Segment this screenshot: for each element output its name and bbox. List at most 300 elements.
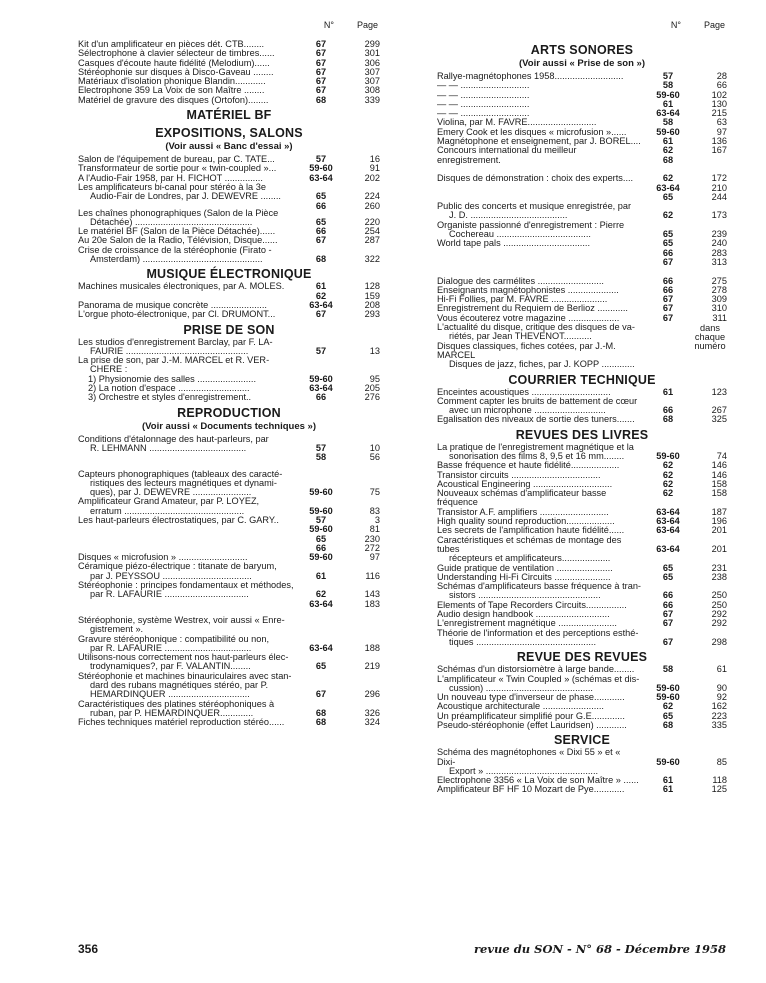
issue-number: 58 — [662, 117, 674, 128]
entry-line: Un nouveau type d'inverseur de phase............ — [437, 692, 625, 703]
section-heading: REPRODUCTION — [177, 405, 281, 420]
entry-line: A l'Audio-Fair 1958, par H. FICHOT ............... — [78, 172, 263, 183]
page-ref: 83 — [369, 505, 380, 516]
entry-line: Acoustique architecturale ........................ — [437, 701, 604, 712]
entry-line: Utilisons-nous correctement nos haut-parleurs élec- — [78, 652, 289, 663]
page-ref: 202 — [364, 172, 380, 183]
entry-line: Schémas d'amplificateurs basse fréquence à tran- — [437, 581, 641, 592]
entry-line: Disques classiques, fiches cotées, par J.-M. MARCEL — [437, 340, 616, 360]
page-ref: 158 — [711, 488, 727, 499]
page-ref: 92 — [716, 692, 727, 703]
entry-line: Comment capter les bruits de battement de cœur — [437, 395, 638, 406]
entry-line: Caractéristiques des platines stéréophoniques à — [78, 698, 275, 709]
index-entry — [437, 748, 727, 776]
section-heading: ARTS SONORES — [530, 43, 634, 57]
page-ref: 275 — [711, 275, 727, 286]
issue-number: 67 — [315, 48, 327, 59]
page-ref: 231 — [711, 562, 727, 573]
index-entry — [78, 672, 380, 700]
entry-line: Stéréophonie sur disques à Disco-Gaveau ........ — [78, 66, 274, 77]
entry-line: dard des rubans magnétiques stéréo, par P. — [90, 680, 269, 691]
index-entry — [78, 282, 380, 301]
issue-number: 67 — [662, 636, 674, 647]
page-ref: 196 — [711, 516, 727, 527]
entry-line: Violina, par M. FAVRE........................... — [437, 117, 597, 128]
issue-number: 57 — [662, 71, 674, 81]
entry-line: Dialogue des carmélites .......................... — [437, 275, 604, 286]
section-heading: REVUES DES LIVRES — [515, 427, 649, 442]
entry-line: ristiques des lecteurs magnétiques et dynami- — [90, 477, 277, 488]
issue-number: 63-64 — [309, 299, 333, 310]
issue-number: 65 — [662, 229, 674, 240]
entry-line: Elements of Tape Recorders Circuits................ — [437, 599, 627, 610]
index-entry — [437, 489, 727, 508]
entry-line: Les amplificateurs bi-canal pour stéréo à la 3e — [78, 181, 266, 192]
issue-number: 61 — [662, 386, 674, 397]
entry-line: Stéréophonie et machines binauriculaires avec stan- — [78, 670, 292, 681]
entry-line: Schémas d'un distorsiomètre à large bande........ — [437, 664, 635, 675]
entry-line: L'amplificateur « Twin Coupled » (schémas et dis- — [437, 673, 640, 684]
entry-line — [78, 535, 294, 544]
page-ref: 201 — [711, 543, 727, 554]
page-ref: 308 — [364, 85, 380, 96]
left-index-list — [78, 40, 380, 728]
issue-number: 67 — [315, 66, 327, 77]
section-subheading: (Voir aussi « Documents techniques ») — [141, 420, 317, 432]
entry-line: Egalisation des niveaux de sortie des tuners....... — [437, 414, 635, 425]
entry-title — [437, 323, 727, 342]
issue-number: 59-60 — [656, 126, 680, 137]
index-entry — [437, 146, 727, 174]
section-heading: MATÉRIEL BF — [186, 108, 272, 123]
page-ref: 90 — [716, 682, 727, 693]
entry-line: Hi-Fi Follies, par M. FAVRE ...................... — [437, 294, 608, 305]
page-ref: 215 — [711, 108, 727, 119]
entry-line: Un préamplificateur simplifié pour G.E............. — [437, 710, 625, 721]
page-ref: 299 — [364, 39, 380, 49]
issue-number: 68 — [662, 720, 674, 730]
entry-line: Enseignants magnétophonistes .................... — [437, 284, 619, 295]
index-entry — [437, 415, 727, 424]
entry-line — [78, 453, 294, 462]
issue-number: 62 68 — [662, 145, 674, 165]
page-ref: 250 — [711, 590, 727, 601]
entry-line — [437, 258, 641, 267]
page-ref: 292 — [711, 609, 727, 620]
index-entry — [437, 629, 727, 648]
issue-number: 66 — [315, 392, 327, 403]
section-heading: REVUE DES REVUES — [516, 650, 648, 665]
index-entry — [78, 310, 380, 319]
index-entry — [437, 239, 727, 276]
page-ref: 306 — [364, 57, 380, 68]
entry-line: Crise de croissance de la stéréophonie (Firato - — [78, 244, 272, 255]
entry-line: Disques « microfusion » ........................... — [78, 552, 248, 563]
index-entry — [437, 221, 727, 240]
entry-line — [437, 184, 641, 193]
page-ref: 10 56 — [369, 442, 380, 463]
page-ref: 293 — [364, 309, 380, 320]
index-entry — [78, 435, 380, 463]
issue-number: 62 63-64 65 — [656, 173, 680, 202]
entry-line: tiques ............................................... — [449, 636, 597, 647]
entry-line: Matériel de gravure des disques (Ortofon)........ — [78, 94, 269, 105]
issue-number: 67 — [662, 294, 674, 305]
issue-number: 63-64 — [656, 108, 680, 119]
entry-line: High quality sound reproduction................... — [437, 516, 615, 527]
entry-line: ques), par J. DEWEVRE ....................... — [90, 487, 252, 498]
index-entry — [437, 202, 727, 221]
index-entry — [78, 635, 380, 654]
page-ref: 143 183 — [364, 589, 380, 609]
entry-line: Vous écouterez votre magazine .................... — [437, 312, 620, 323]
page-ref: 205 — [364, 383, 380, 394]
entry-line: J. D. ...................................... — [449, 210, 568, 221]
entry-line: récepteurs et amplificateurs................... — [449, 553, 611, 564]
entry-line: avec un microphone ............................ — [449, 405, 606, 416]
index-entry — [437, 323, 727, 342]
section-heading: COURRIER TECHNIQUE — [508, 372, 656, 387]
page-ref: 311 — [712, 312, 727, 323]
entry-line: Gravure stéréophonique : compatibilité ou non, — [78, 633, 270, 644]
page-ref: 201 — [711, 525, 727, 536]
entry-line: Casques d'écoute haute fidélité (Melodium)...... — [78, 57, 270, 68]
entry-line: R. LEHMANN ...................................... — [90, 442, 247, 453]
left-column — [78, 18, 380, 728]
entry-line: L'enregistrement magnétique ....................... — [437, 618, 617, 629]
entry-line: La prise de son, par J.-M. MARCEL et R. VER- — [78, 355, 270, 366]
section-heading: SERVICE — [553, 733, 611, 748]
entry-line: — — ........................... — [437, 80, 530, 91]
entry-line: Pseudo-stéréophonie (effet Lauridsen) ............ — [437, 720, 627, 730]
issue-number: 67 — [662, 312, 674, 323]
header-no: N° — [323, 20, 334, 30]
index-entry — [78, 393, 380, 402]
entry-line: Transistor circuits ................................... — [437, 469, 601, 480]
page-ref: 250 — [711, 599, 727, 610]
issue-number: 62 — [662, 488, 674, 499]
issue-number: 61 — [662, 775, 674, 786]
entry-line: 1) Physionomie des salles ....................... — [88, 373, 256, 384]
issue-number: 57 — [315, 345, 327, 356]
issue-number: 65 — [662, 710, 674, 721]
entry-line: Transistor A.F. amplifiers ........................... — [437, 506, 609, 517]
entry-line: Matériaux d'isolation phonique Blandin............ — [78, 76, 266, 87]
entry-title — [437, 342, 727, 370]
entry-line — [437, 249, 641, 258]
column-header — [78, 18, 380, 40]
section-heading: MUSIQUE ÉLECTRONIQUE — [146, 267, 312, 282]
page-ref: 335 — [711, 720, 727, 730]
issue-number: 63-64 — [656, 516, 680, 527]
entry-line: La pratique de l'enregistrement magnétique et la — [437, 441, 634, 452]
issue-number: 65 66 67 — [662, 238, 674, 267]
page-ref: 172 210 244 — [711, 173, 727, 202]
issue-number: 58 — [662, 664, 674, 675]
page-ref: 267 — [711, 405, 727, 416]
page-ref: 167 — [711, 145, 727, 156]
column-header — [437, 18, 727, 40]
page-ref: 301 — [364, 48, 380, 59]
issue-number: 57 59-60 65 66 — [309, 514, 333, 553]
header-no: N° — [670, 20, 681, 30]
issue-number: 61 — [662, 98, 674, 109]
issue-number: 67 — [662, 609, 674, 620]
issue-number: 65 — [662, 571, 674, 582]
page-ref: 128 159 — [364, 281, 380, 301]
issue-number: 61 — [662, 784, 674, 795]
page-ref: 118 — [712, 775, 727, 786]
entry-line: Les haut-parleurs électrostatiques, par C. GARY.. — [78, 514, 279, 525]
entry-line: Les secrets de l'amplification haute fidélité...... — [437, 525, 625, 536]
page-ref: 326 — [364, 707, 380, 718]
entry-line: riétés, par Jean THEVENOT........... — [449, 331, 592, 342]
entry-line: CHERE : — [90, 364, 128, 375]
issue-number: 65 — [315, 661, 327, 672]
issue-number: 63-64 — [309, 172, 333, 183]
section-subheading: (Voir aussi « Banc d'essai ») — [165, 141, 293, 153]
entry-line: — — ........................... — [437, 98, 530, 109]
page-ref: 292 — [711, 618, 727, 629]
issue-number: 66 — [662, 590, 674, 601]
entry-line: Céramique piézo-électrique : titanate de baryum, — [78, 561, 277, 572]
page-ref: 322 — [364, 254, 380, 265]
entry-line: cussion) .......................................... — [449, 682, 593, 693]
entry-line: Kit d'un amplificateur en pièces dét. CTB........ — [78, 39, 265, 49]
index-entry — [78, 96, 380, 105]
entry-line: Détachée) .............................................. — [90, 216, 253, 227]
entry-line: Audio-Fair de Londres, par J. DEWEVRE ........ — [90, 191, 281, 202]
entry-line: Rallye-magnétophones 1958........................... — [437, 71, 624, 81]
issue-number: 65 — [662, 562, 674, 573]
entry-line: Stéréophonie : principes fondamentaux et méthodes, — [78, 580, 294, 591]
page-ref: 287 — [364, 235, 380, 246]
index-entry — [78, 470, 380, 498]
issue-number: 59-60 — [309, 163, 333, 174]
issue-number: 68 — [315, 254, 327, 265]
page-ref: 74 — [716, 450, 727, 461]
entry-line: Au 20e Salon de la Radio, Télévision, Disque...... — [78, 235, 278, 246]
page-ref: 188 — [364, 642, 380, 653]
issue-number: 59-60 — [656, 89, 680, 100]
entry-line: HEMARDINQUER ................................ — [90, 689, 250, 700]
entry-line: L'orgue photo-électronique, par Cl. DRUMONT... — [78, 309, 276, 320]
entry-line — [78, 525, 294, 534]
entry-line: Salon de l'équipement de bureau, par C. TATE... — [78, 154, 275, 165]
page-ref: dans chaque numéro — [694, 322, 726, 352]
entry-line: Machines musicales électroniques, par A. MOLES. — [78, 281, 285, 292]
entry-line: Panorama de musique concrète ...................... — [78, 299, 267, 310]
issue-number: 66 — [662, 405, 674, 416]
issue-number: 62 — [662, 469, 674, 480]
issue-number: 59-60 — [309, 552, 333, 563]
entry-line: par R. LAFAURIE .................................. — [90, 642, 252, 653]
entry-line: Acoustical Engineering ............................... — [437, 478, 613, 489]
page-ref: 296 — [364, 689, 380, 700]
issue-number: 59-60 — [656, 682, 680, 693]
page-ref: 238 — [711, 571, 727, 582]
index-entry — [437, 675, 727, 694]
right-column — [437, 18, 727, 795]
index-entry — [437, 785, 727, 794]
page-ref: 61 — [716, 664, 727, 675]
page-ref: 310 — [711, 303, 727, 314]
page-ref: 278 — [711, 284, 727, 295]
issue-number: 62 63-64 — [309, 589, 333, 609]
issue-number: 68 — [315, 717, 327, 728]
issue-number: 66 — [662, 284, 674, 295]
issue-number: 63-64 — [656, 506, 680, 517]
issue-number: 68 — [315, 94, 327, 105]
issue-number: 67 — [662, 618, 674, 629]
issue-number: 61 62 — [315, 281, 327, 301]
entry-line: Enceintes acoustiques ............................... — [437, 386, 611, 397]
index-entry — [78, 246, 380, 265]
entry-line: Amplificateur BF HF 10 Mozart de Pye............ — [437, 784, 625, 795]
issue-number: 66 — [315, 226, 327, 237]
page-ref: 85 — [716, 756, 727, 767]
index-entry — [437, 174, 727, 202]
page-ref: 130 — [711, 98, 727, 109]
entry-line: Théorie de l'information et des perceptions esthé- — [437, 627, 639, 638]
page-ref: 63 — [716, 117, 727, 128]
issue-number: 67 — [315, 235, 327, 246]
issue-number: 68 — [662, 414, 674, 425]
page-ref: 75 — [369, 487, 380, 498]
entry-title — [78, 616, 380, 635]
page-ref: 97 — [369, 552, 380, 563]
issue-number: 59-60 — [656, 756, 680, 767]
index-entry — [78, 653, 380, 672]
page-ref: 298 — [711, 636, 727, 647]
page-ref: 208 — [364, 299, 380, 310]
page-ref: 307 — [364, 76, 380, 87]
page-ref: 125 — [711, 784, 727, 795]
entry-line: Disques de démonstration : choix des experts.... — [437, 173, 634, 184]
entry-line: Sélectrophone à clavier sélecteur de timbres...... — [78, 48, 275, 59]
index-entry — [437, 536, 727, 564]
issue-number: 66 — [662, 275, 674, 286]
page-ref: 254 — [364, 226, 380, 237]
page-ref: 95 — [369, 373, 380, 384]
page-ref: 162 — [711, 701, 727, 712]
page-ref: 3 81 230 272 — [364, 514, 380, 553]
entry-line: Electrophone 359 La Voix de son Maître ........ — [78, 85, 265, 96]
entry-line: Organiste passionné d'enregistrement : Pierre — [437, 219, 625, 230]
page-number: 356 — [78, 942, 99, 956]
entry-line: Enregistrement du Requiem de Berlioz ............ — [437, 303, 628, 314]
entry-line: L'actualité du disque, critique des disques de va- — [437, 322, 635, 333]
entry-line: Caractéristiques et schémas de montage des tubes — [437, 534, 622, 554]
entry-line: Amsterdam) ............................................... — [90, 254, 263, 265]
entry-line: Les studios d'enregistrement Barclay, par F. LA- — [78, 336, 273, 347]
entry-line: Nouveaux schémas d'amplificateur basse fréquence — [437, 488, 607, 508]
entry-line: Schéma des magnétophones « Dixi 55 » et « Dixi- — [437, 747, 621, 767]
issue-number: 62 — [662, 210, 674, 221]
page-ref: 309 — [711, 294, 727, 305]
issue-number: 67 — [315, 309, 327, 320]
issue-number: 66 — [662, 599, 674, 610]
page-ref: 276 — [364, 392, 380, 403]
page-ref: 66 — [716, 80, 727, 91]
issue-number: 58 — [662, 80, 674, 91]
entry-line: Electrophone 3356 « La Voix de son Maître » ...... — [437, 775, 639, 786]
entry-line: Stéréophonie, système Westrex, voir aussi « Enre- — [78, 614, 285, 625]
entry-line: Guide pratique de ventilation ...................... — [437, 562, 613, 573]
entry-line: Concours international du meilleur enregistrement. — [437, 145, 577, 165]
issue-number: 59-60 — [309, 505, 333, 516]
issue-number: 67 — [315, 76, 327, 87]
entry-line: Magnétophone et enseignement, par J. BOREL.... — [437, 136, 641, 147]
header-page: Page — [703, 20, 725, 30]
index-entry — [437, 582, 727, 601]
page-ref: 339 — [364, 94, 380, 105]
index-entry — [437, 443, 727, 462]
issue-number: 57 — [315, 154, 327, 165]
index-entry — [78, 616, 380, 635]
page-ref: 307 — [364, 66, 380, 77]
page-ref: 136 — [711, 136, 727, 147]
page-ref: 91 — [369, 163, 380, 174]
entry-line: Export » ............................................ — [449, 765, 599, 776]
index-entry — [437, 721, 727, 730]
issue-number: 59-60 — [309, 487, 333, 498]
issue-number: 67 — [662, 303, 674, 314]
entry-line: ruban, par P. HEMARDINQUER............. — [90, 707, 254, 718]
index-entry — [437, 397, 727, 416]
entry-line: Le matériel BF (Salon de la Pièce Détachée)...... — [78, 226, 276, 237]
index-entry — [78, 581, 380, 609]
issue-number: 65 66 — [315, 191, 327, 211]
section-heading: PRISE DE SON — [183, 322, 275, 337]
page-ref: 158 — [711, 478, 727, 489]
entry-line: Capteurs phonographiques (tableaux des caracté- — [78, 468, 283, 479]
issue-number: 62 — [662, 701, 674, 712]
journal-footer: revue du SON - N° 68 - Décembre 1958 — [474, 942, 727, 956]
index-entry — [78, 497, 380, 516]
page-ref: 16 — [369, 154, 380, 165]
issue-number: 57 58 — [315, 442, 327, 463]
issue-number: 61 — [662, 136, 674, 147]
entry-line: World tape pals .................................. — [437, 238, 591, 249]
entry-line: Disques de jazz, fiches, par J. KOPP ............. — [449, 359, 635, 370]
page-ref: 173 — [711, 210, 727, 221]
issue-number: 65 — [315, 216, 327, 227]
entry-line: Cochereau ..................................... — [449, 229, 591, 240]
index-entry — [78, 700, 380, 719]
issue-number: 62 — [662, 478, 674, 489]
header-page: Page — [356, 20, 378, 30]
page-ref: 97 — [716, 126, 727, 137]
index-entry — [78, 338, 380, 357]
page-ref: 240 283 313 — [711, 238, 727, 267]
entry-line: par R. LAFAURIE ................................. — [90, 589, 249, 600]
entry-title — [78, 356, 380, 375]
issue-number: 67 — [315, 689, 327, 700]
issue-number: 67 — [315, 57, 327, 68]
page-ref: 123 — [711, 386, 727, 397]
entry-line: trodynamiques?, par F. VALANTIN........ — [90, 661, 251, 672]
page-ref: 325 — [711, 414, 727, 425]
page-ref: 223 — [711, 710, 727, 721]
index-entry — [78, 209, 380, 228]
issue-number: 59-60 — [656, 692, 680, 703]
page-ref: 187 — [711, 506, 727, 517]
entry-line: Les chaînes phonographiques (Salon de la Pièce — [78, 207, 279, 218]
entry-line: sonorisation des films 8, 9,5 et 16 mm........ — [449, 450, 625, 461]
entry-line: Understanding Hi-Fi Circuits ...................... — [437, 571, 611, 582]
page-ref: 146 — [711, 469, 727, 480]
